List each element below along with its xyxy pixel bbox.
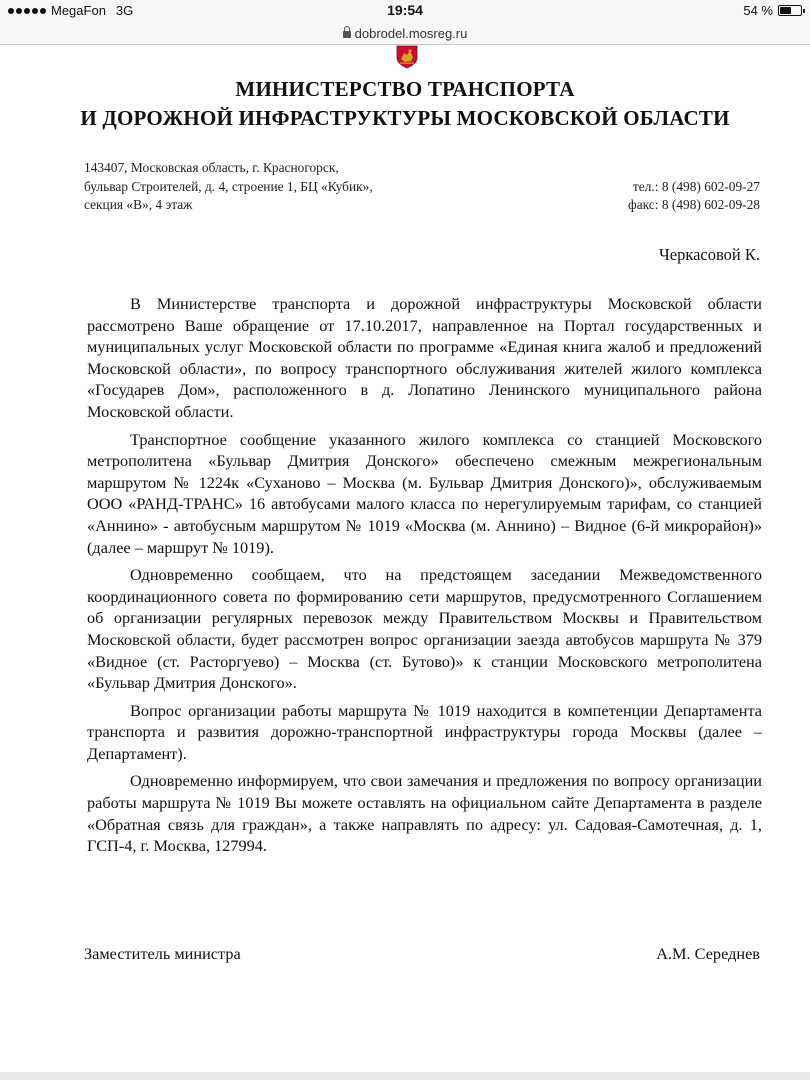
ministry-title-line1: МИНИСТЕРСТВО ТРАНСПОРТА [235,77,575,101]
address-line-3: секция «В», 4 этаж [84,197,193,212]
signature-name: А.М. Середнев [656,944,760,963]
phone-number: тел.: 8 (498) 602-09-27 [632,179,760,194]
bottom-edge [0,1072,810,1080]
signature-role: Заместитель министра [84,944,241,963]
paragraph: В Министерстве транспорта и дорожной инфраструктуры Московской области рассмотрено Ваше обращение от 17.10.2017, направленное на Портал государственных и муниципальных услуг Московской области по программе «Единая книга жалоб и предложений Московской области», по вопросу транспортного обслуживания жителей жилого комплекса «Государев Дом», расположенного в д. Лопатино Ленинского муниципального района Московской области. [87,294,762,421]
recipient: Черкасовой К. [659,245,760,264]
paragraph: Одновременно сообщаем, что на предстоящем заседании Межведомственного координационного совета по формированию сети маршрутов, предусмотренного Соглашением об организации регулярных перевозок между Правительством Москвы и Правительством Московской области, будет рассмотрен вопрос организации заезда автобусов маршрута № 379 «Видное (ст. Расторгуево) – Москва (ст. Бутово)» к станции Московского метрополитена «Бульвар Дмитрия Донского». [87,565,762,693]
address-bar[interactable] [0,22,810,45]
network-type: 3G [115,3,134,18]
clock: 19:54 [387,2,423,18]
battery-icon [778,5,802,16]
paragraph: Вопрос организации работы маршрута № 1019 находится в компетенции Департамента транспорта и развития дорожно-транспортной инфраструктуры города Москвы (далее – Департамент). [87,700,762,763]
url-text[interactable]: dobrodel.mosreg.ru [354,25,468,41]
status-bar [0,0,810,22]
battery-fill [780,7,791,14]
address-line-1: 143407, Московская область, г. Красногорск, [84,160,339,175]
paragraph: Транспортное сообщение указанного жилого комплекса со станцией Московского метрополитена «Бульвар Дмитрия Донского» обеспечено смежным межрегиональным маршрутом № 1224к «Суханово – Москва (м. Бульвар Дмитрия Донского)», обслуживаемым ООО «РАНД-ТРАНС» 16 автобусами малого класса по нерегулируемым тарифам, со станцией «Аннино» - автобусным маршрутом № 1019 «Москва (м. Аннино) – Видное (6-й микрорайон)» (далее – маршрут № 1019). [87,429,762,557]
coat-of-arms-icon [396,45,418,69]
address-line-2: бульвар Строителей, д. 4, строение 1, БЦ «Кубик», [84,179,373,194]
letter-body [87,293,762,863]
ministry-title-line2: И ДОРОЖНОЙ ИНФРАСТРУКТУРЫ МОСКОВСКОЙ ОБЛАСТИ [80,106,730,130]
status-right [743,3,802,18]
battery-percent: 54 % [743,3,773,18]
paragraph: Одновременно информируем, что свои замечания и предложения по вопросу организации работы маршрута № 1019 Вы можете оставлять на официальном сайте Департамента в разделе «Обратная связь для граждан», а также направлять по адресу: ул. Садовая-Самотечная, д. 1, ГСП-4, г. Москва, 127994. [87,771,762,856]
fax-number: факс: 8 (498) 602-09-28 [628,197,760,212]
lock-icon [343,31,351,38]
carrier-name: MegaFon [51,3,106,18]
